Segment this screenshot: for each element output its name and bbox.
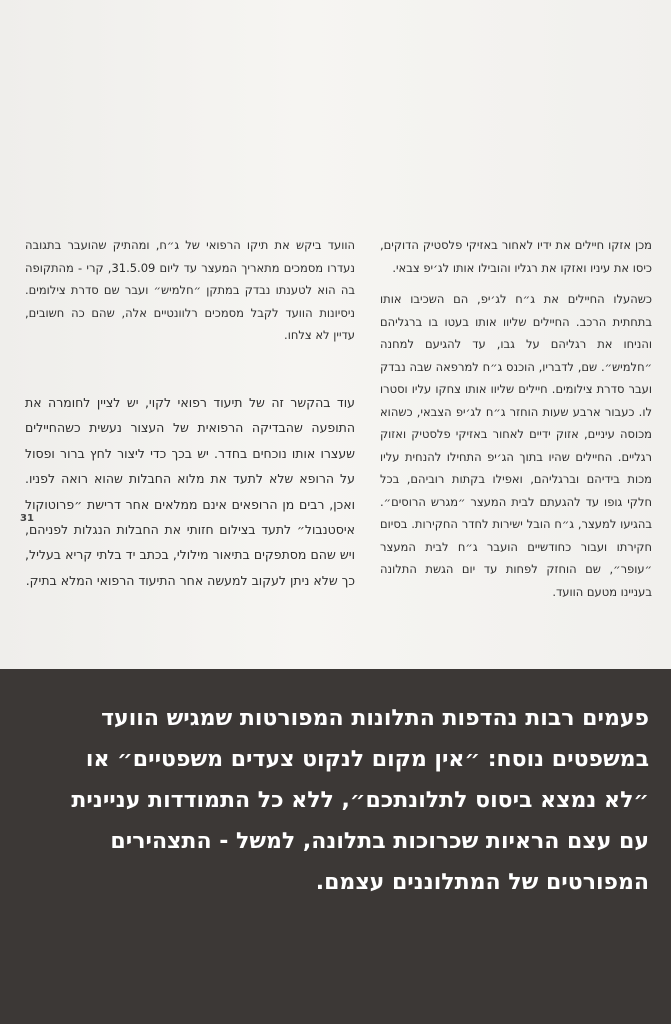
- pull-quote-line: פעמים רבות נהדפות התלונות המפורטות שמגיש הוועד: [101, 706, 649, 731]
- paragraph: הוועד ביקש את תיקו הרפואי של ג״ח, ומהתיק שהועבר בתגובה נעדרו מסמכים מתאריך המעצר עד ליום 31.5.09, קרי - מהתקופה בה הוא לטענתו נבדק במתקן ״חלמיש״ ועבר שם סדרת צילומים. ניסיונות הוועד לקבל מסמכים רלוונטיים אלה, שהם כה חשובים, עדיין לא צלחו.: [25, 238, 355, 342]
- paragraph: מכן אזקו חיילים את ידיו לאחור באזיקי פלסטיק הדוקים, כיסו את עיניו ואזקו את רגליו והובילו אותו לג׳יפ צבאי.: [380, 238, 652, 275]
- pull-quote-box: [0, 669, 671, 1024]
- pull-quote-line: במשפטים נוסח: ״אין מקום לנקוט צעדים משפטיים״ או: [85, 747, 649, 772]
- paragraph: עוד בהקשר זה של תיעוד רפואי לקוי, יש לציין לחומרה את התופעה שהבדיקה הרפואית של העצור נעשית כשהחיילים שעצרו אותו נוכחים בחדר. יש בכך כדי ליצור לחץ ברור ופסול על הרופא שלא לתעד את מלוא החבלות שהוא רואה לפניו. ואכן, רבים מן הרופאים אינם ממלאים אחר דרישת ״פרוטוקול איסטנבול״ לתעד בצילום חזותי את החבלות הנגלות לפניהם, ויש שהם מסתפקים בתיאור מילולי, בכתב יד בלתי קריא בעליל, כך שלא ניתן לעקוב למעשה אחר התיעוד הרפואי המלא בתיק.: [25, 395, 355, 588]
- right-text-column: [380, 234, 652, 612]
- left-text-column-top: [25, 234, 355, 347]
- pull-quote-line: המפורטים של המתלוננים עצמם.: [315, 870, 649, 895]
- paragraph: כשהעלו החיילים את ג״ח לג׳יפ, הם השכיבו אותו בתחתית הרכב. החיילים שליוו אותו בעטו בו ברגליהם והניחו את רגליהם על גבו, עד להגיעם למחנה ״חלמיש״. שם, לדבריו, הוכנס ג״ח למרפאה שבה נבדק ועבר סדרת צילומים. חיילים שליוו אותו צחקו עליו וסטרו לו. כעבור ארבע שעות הוחזר ג״ח לג׳יפ הצבאי, כשהוא מכוסה עיניים, אזוק ידיים לאחור באזיקי פלסטיק ואזוק רגליים. החיילים שהיו בתוך הג׳יפ התחילו להנחית עליו מכות בידיהם וברגליהם, ואפילו בקתות רוביהם, בכל חלקי גופו עד להגעתם לבית המעצר ״מגרש הרוסים״. בהגיעו למעצר, ג״ח הובל ישירות לחדר החקירות. בסיום חקירתו ועבור כחודשיים הועבר ג״ח לבית המעצר ״עופר״, שם הוחזק לפחות עד יום הגשת התלונה בעניינו מטעם הוועד.: [380, 292, 652, 599]
- left-text-column-bottom: [25, 390, 355, 593]
- pull-quote-line: עם עצם הראיות שכרוכות בתלונה, למשל - התצהירים: [110, 829, 649, 854]
- page-number: 31: [20, 513, 34, 524]
- pull-quote-text: [49, 698, 649, 903]
- pull-quote-line: ״לא נמצא ביסוס לתלונתכם״, ללא כל התמודדות עניינית: [71, 788, 649, 813]
